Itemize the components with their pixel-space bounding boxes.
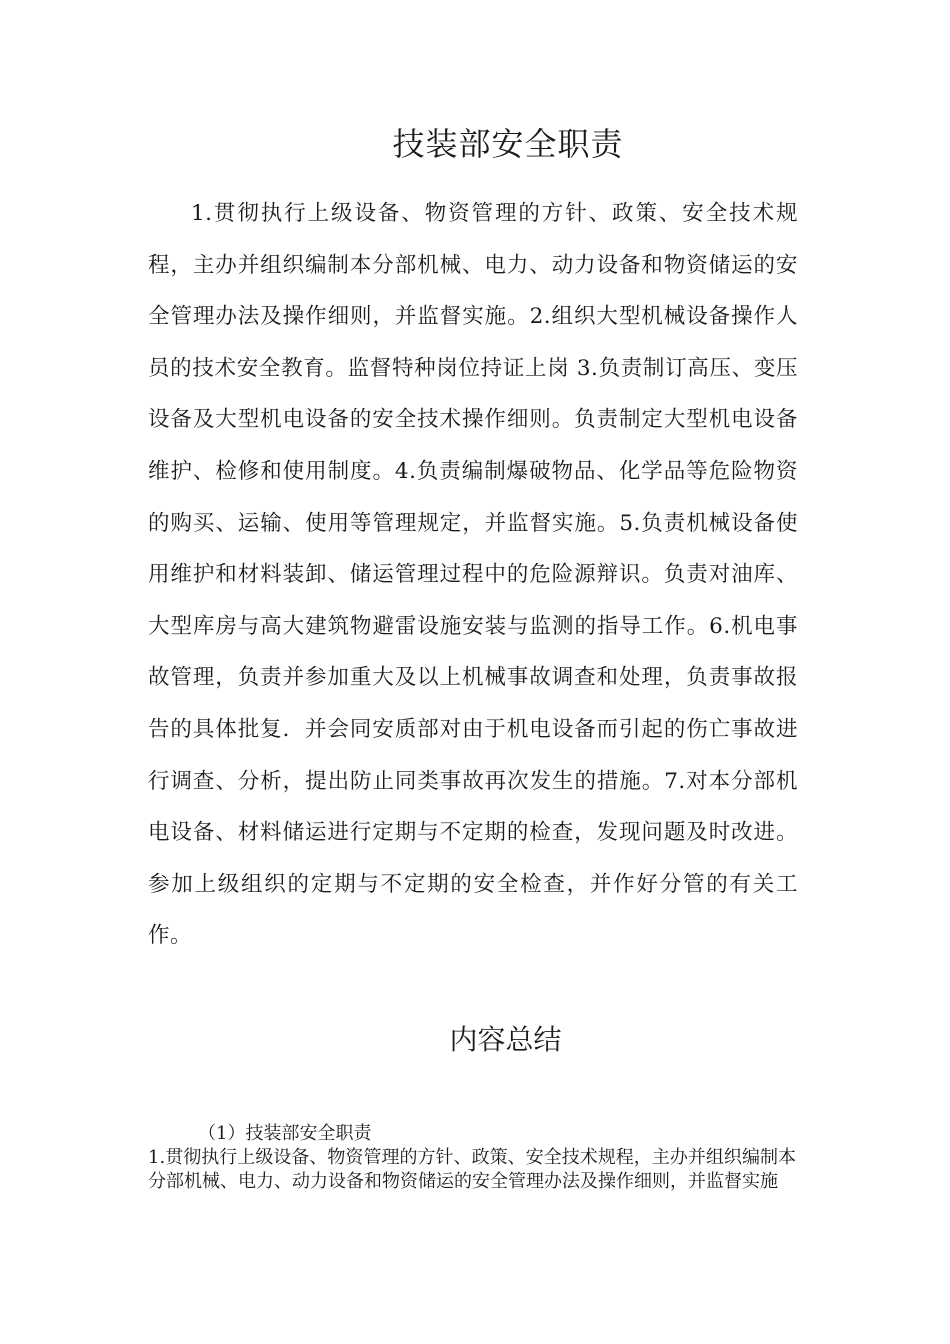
summary-text: 1.贯彻执行上级设备、物资管理的方针、政策、安全技术规程，主办并组织编制本分部机械、电力、动力设备和物资储运的安全管理办法及操作细则，并监督实施	[148, 1147, 796, 1192]
document-body: 1.贯彻执行上级设备、物资管理的方针、政策、安全技术规程，主办并组织编制本分部机械、电力、动力设备和物资储运的安全管理办法及操作细则，并监督实施。2.组织大型机械设备操作人员的技术安全教育。监督特种岗位持证上岗 3.负责制订高压、变压设备及大型机电设备的安全技术操作细则。负责制定大型机电设备维护、检修和使用制度。4.负责编制爆破物品、化学品等危险物资的购买、运输、使用等管理规定，并监督实施。5.负责机械设备使用维护和材料装卸、储运管理过程中的危险源辩识。负责对油库、大型库房与高大建筑物避雷设施安装与监测的指导工作。6.机电事故管理，负责并参加重大及以上机械事故调查和处理，负责事故报告的具体批复．并会同安质部对由于机电设备而引起的伤亡事故进行调查、分析，提出防止同类事故再次发生的措施。7.对本分部机电设备、材料储运进行定期与不定期的检查，发现问题及时改进。参加上级组织的定期与不定期的安全检查，并作好分管的有关工作。	[148, 201, 798, 949]
summary-subheading: （1）技装部安全职责	[198, 1123, 372, 1144]
document-title: 技装部安全职责	[392, 125, 624, 163]
summary-title: 内容总结	[449, 1023, 562, 1056]
